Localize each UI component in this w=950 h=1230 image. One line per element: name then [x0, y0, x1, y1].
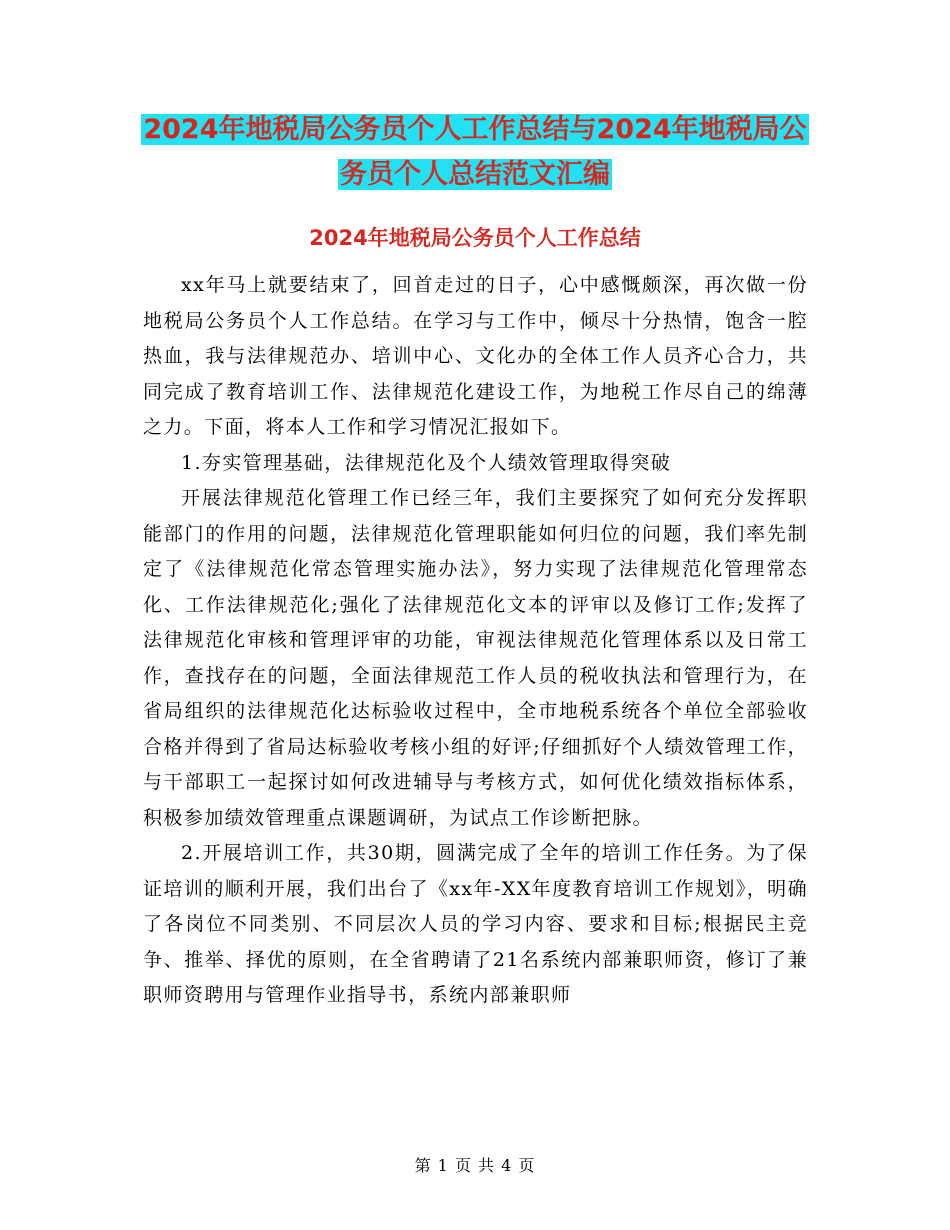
paragraph-legal-standardization: 开展法律规范化管理工作已经三年，我们主要探究了如何充分发挥职能部门的作用的问题，法律规范化管理职能如何归位的问题，我们率先制定了《法律规范化常态管理实施办法》，努力实现了法律规范化管理常态化、工作法律规范化;强化了法律规范化文本的评审以及修订工作;发挥了法律规范化审核和管理评审的功能，审视法律规范化管理体系以及日常工作，查找存在的问题，全面法律规范工作人员的税收执法和管理行为，在省局组织的法律规范化达标验收过程中，全市地税系统各个单位全部验收合格并得到了省局达标验收考核小组的好评;仔细抓好个人绩效管理工作，与干部职工一起探讨如何改进辅导与考核方式，如何优化绩效指标体系，积极参加绩效管理重点课题调研，为试点工作诊断把脉。: [143, 487, 808, 829]
document-title-text-2: 务员个人总结范文汇编: [340, 159, 610, 190]
paragraph-training: 2.开展培训工作，共30期，圆满完成了全年的培训工作任务。为了保证培训的顺利开展，我们出台了《xx年-XX年度教育培训工作规划》，明确了各岗位不同类别、不同层次人员的学习内容、要求和目标;根据民主竞争、推举、择优的原则，在全省聘请了21名系统内部兼职师资，修订了兼职师资聘用与管理作业指导书，系统内部兼职师: [143, 842, 808, 1006]
page-number-footer: 第 1 页 共 4 页: [414, 1156, 536, 1175]
paragraph-heading-1: 1.夯实管理基础，法律规范化及个人绩效管理取得突破: [181, 451, 672, 474]
paragraph-intro: xx年马上就要结束了，回首走过的日子，心中感慨颇深，再次做一份地税局公务员个人工作总结。在学习与工作中，倾尽十分热情，饱含一腔热血，我与法律规范办、培训中心、文化办的全体工作人员齐心合力，共同完成了教育培训工作、法律规范化建设工作，为地税工作尽自己的绵薄之力。下面，将本人工作和学习情况汇报如下。: [143, 274, 808, 438]
document-title-line-2: [0, 150, 950, 200]
section-title: 2024年地税局公务员个人工作总结: [309, 226, 641, 250]
document-title-text-1: 2024年地税局公务员个人工作总结与2024年地税局公: [143, 114, 807, 145]
document-title-line-1: [0, 105, 950, 155]
document-body: [143, 268, 808, 1014]
